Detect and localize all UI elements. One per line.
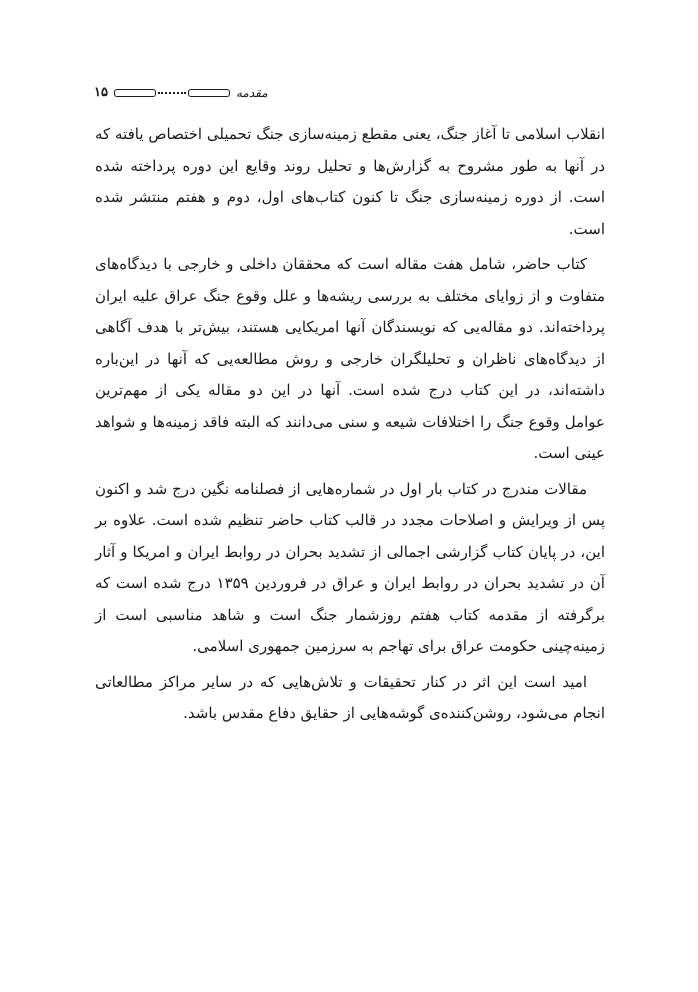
page-number: ۱۵ <box>94 85 108 100</box>
paragraph: امید است این اثر در کنار تحقیقات و تلاش‌هایی که در سایر مراکز مطالعاتی انجام می‌شود، روشن‌کننده‌ی گوشه‌هایی از حقایق دفاع مقدس باشد. <box>95 672 605 722</box>
body-text <box>95 119 605 734</box>
paragraph: مقالات مندرج در کتاب بار اول در شماره‌هایی از فصلنامه نگین درج شد و اکنون پس از ویرایش و اصلاحات مجدد در قالب کتاب حاضر تنظیم شده است. علاوه بر این، در پایان کتاب گزارشی اجمالی از تشدید بحران در روابط ایران و امریکا و آثار آن در تشدید بحران در روابط ایران و عراق در فروردین ۱۳۵۹ درج شده است که برگرفته از مقدمه کتاب هفتم روزشمار جنگ است و شاهد مناسبی است از زمینه‌چینی حکومت عراق برای تهاجم به سرزمین جمهوری اسلامی. <box>95 479 605 655</box>
section-title: مقدمه <box>235 86 268 100</box>
ornament-dotted-rule <box>158 92 186 94</box>
paragraph: انقلاب اسلامی تا آغاز جنگ، یعنی مقطع زمینه‌سازی جنگ تحمیلی اختصاص یافته که در آنها به طور مشروح به گزارش‌ها و تحلیل روند وقایع این دوره پرداخته شده است. از دوره زمینه‌سازی جنگ تا کنون کتاب‌های اول، دوم و هفتم منتشر شده است. <box>95 125 605 238</box>
running-head <box>94 82 268 104</box>
paragraph: کتاب حاضر، شامل هفت مقاله است که محققان داخلی و خارجی با دیدگاه‌های متفاوت و از زوایای مختلف به بررسی ریشه‌ها و علل وقوع جنگ عراق علیه ایران پرداخته‌اند. دو مقاله‌یی که نویسندگان آنها امریکایی هستند، بیش‌تر با هدف آگاهی از دیدگاه‌های ناظران و تحلیلگران خارجی و روش مطالعه‌یی که آنها در این‌باره داشته‌اند، در این کتاب درج شده است. آنها در این دو مقاله یکی از مهم‌ترین عوامل وقوع جنگ را اختلافات شیعه و سنی می‌دانند که البته فاقد زمینه‌ها و شواهد عینی است. <box>95 255 605 462</box>
header-ornament <box>114 89 230 97</box>
ornament-rounded-bar <box>114 89 156 97</box>
ornament-rounded-bar <box>188 89 230 97</box>
